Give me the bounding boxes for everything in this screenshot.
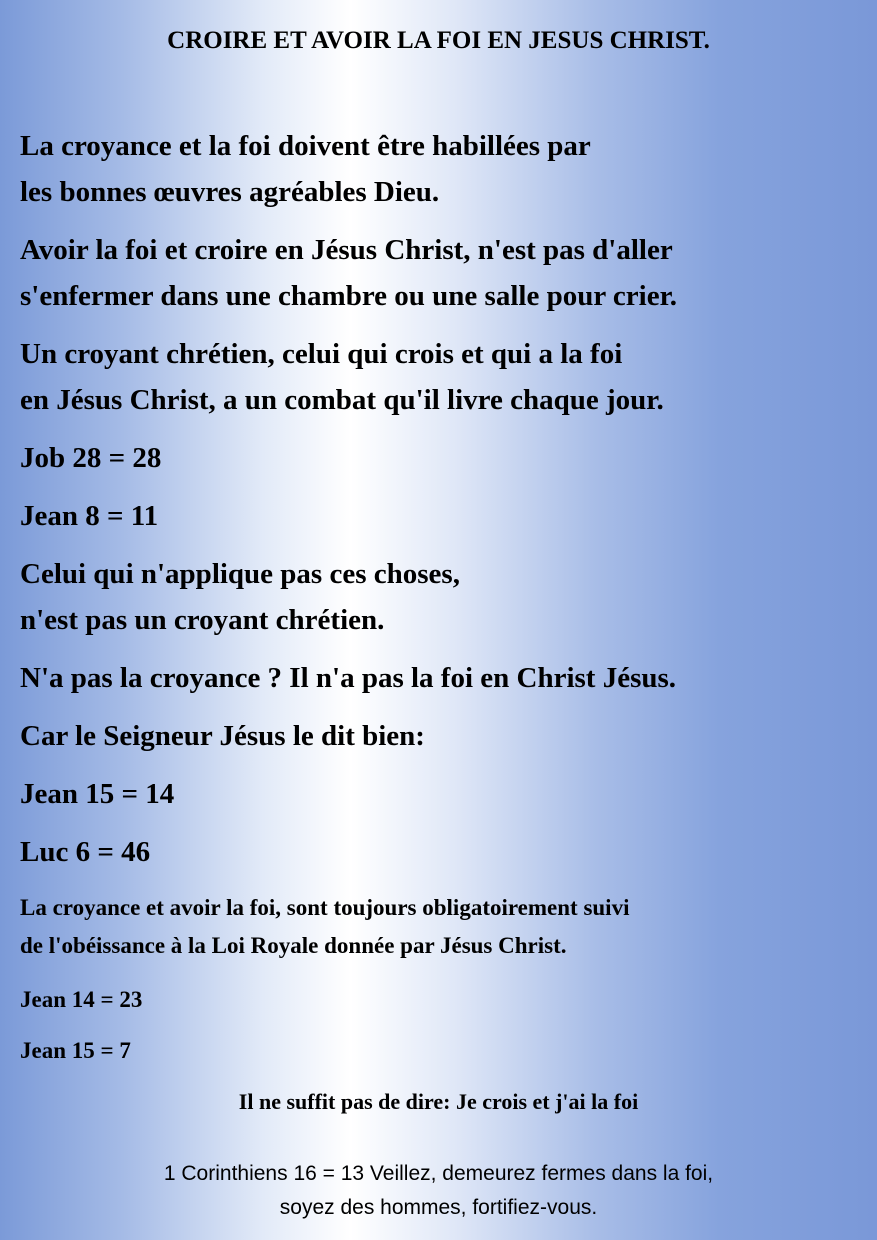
footer-line: soyez des hommes, fortifiez-vous. (279, 1196, 598, 1219)
text-line: La croyance et la foi doivent être habillées par (20, 130, 591, 162)
text-line: en Jésus Christ, a un combat qu'il livre chaque jour. (20, 384, 664, 416)
page-title: CROIRE ET AVOIR LA FOI EN JESUS CHRIST. (167, 27, 710, 54)
reference-jean-15-7: Jean 15 = 7 (20, 1038, 131, 1063)
reference-job-28-28: Job 28 = 28 (20, 442, 162, 474)
closing-note: Il ne suffit pas de dire: Je crois et j'ai la foi (238, 1089, 639, 1114)
footer-verse (0, 1157, 877, 1225)
text-line: les bonnes œuvres agréables Dieu. (20, 176, 440, 208)
reference-jean-15-14: Jean 15 = 14 (20, 778, 175, 810)
reference-jean-8-11: Jean 8 = 11 (20, 500, 159, 532)
paragraph-no-belief: N'a pas la croyance ? Il n'a pas la foi en Christ Jésus. (20, 662, 677, 694)
paragraph-good-works (20, 123, 591, 215)
paragraph-lord-says: Car le Seigneur Jésus le dit bien: (20, 720, 425, 752)
paragraph-obedience (20, 889, 629, 965)
paragraph-faith-not-shouting (20, 227, 677, 319)
text-line: Celui qui n'applique pas ces choses, (20, 558, 460, 590)
paragraph-not-applying (20, 551, 460, 643)
text-line: Un croyant chrétien, celui qui crois et qui a la foi (20, 338, 623, 370)
reference-luc-6-46: Luc 6 = 46 (20, 836, 151, 868)
text-line: n'est pas un croyant chrétien. (20, 604, 385, 636)
reference-jean-14-23: Jean 14 = 23 (20, 987, 143, 1012)
text-line: de l'obéissance à la Loi Royale donnée par Jésus Christ. (20, 933, 567, 958)
text-line: Avoir la foi et croire en Jésus Christ, n'est pas d'aller (20, 234, 673, 266)
paragraph-daily-combat (20, 331, 664, 423)
text-line: s'enfermer dans une chambre ou une salle pour crier. (20, 280, 678, 312)
footer-line: 1 Corinthiens 16 = 13 Veillez, demeurez fermes dans la foi, (163, 1162, 714, 1185)
text-line: La croyance et avoir la foi, sont toujours obligatoirement suivi (20, 895, 630, 920)
